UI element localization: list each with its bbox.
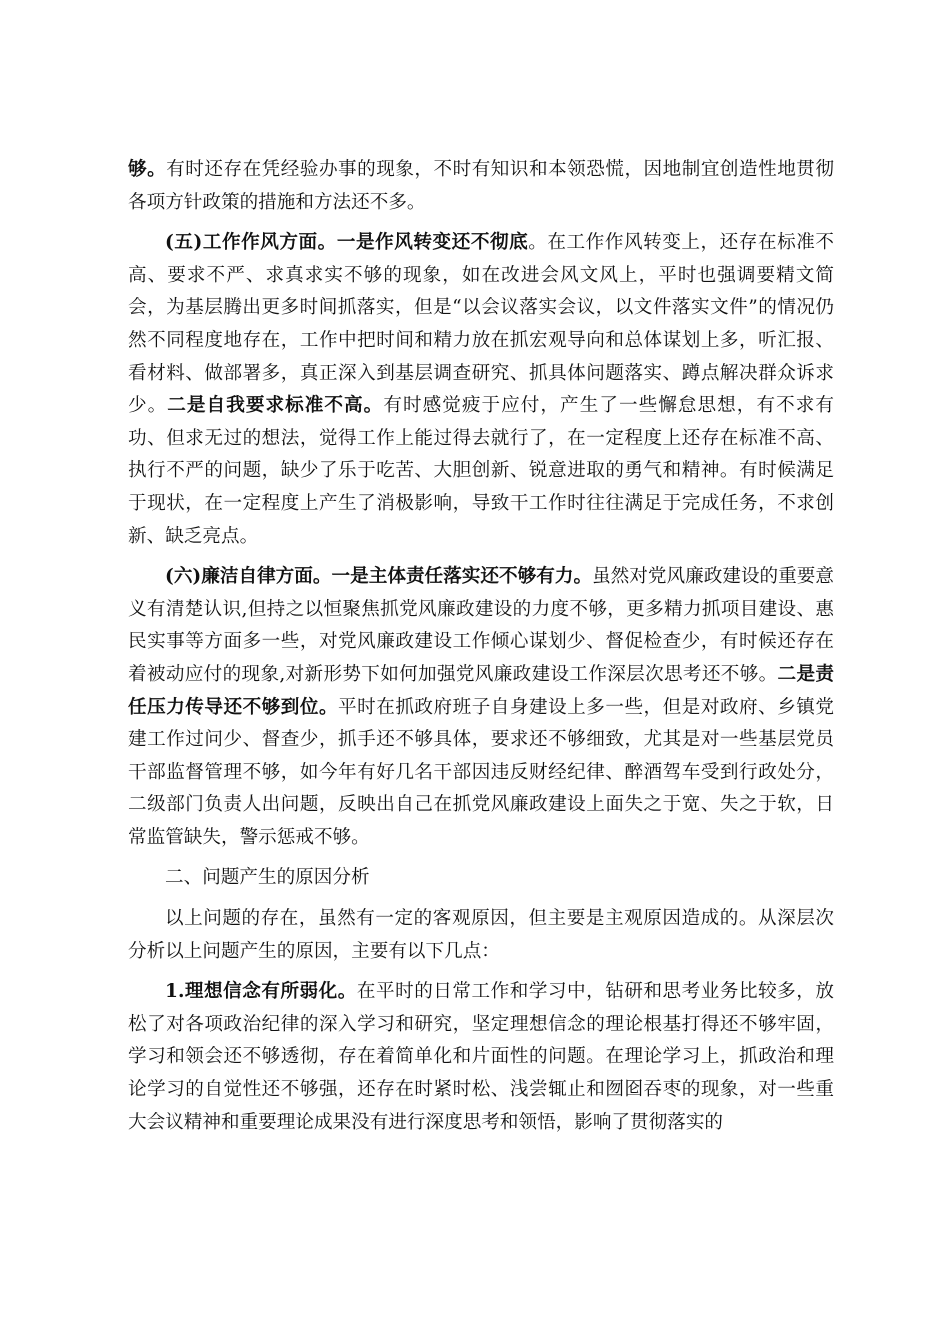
bold-lead: 1.理想信念有所弱化。 [165, 981, 357, 1003]
bold-point: 二是自我要求标准不高。 [167, 395, 384, 417]
paragraph-integrity [128, 561, 834, 854]
paragraph-text: 。在工作作风转变上，还存在标准不高、要求不严、求真求实不够的现象，如在改进会风文风上，平时也强调要精文简会，为基层腾出更多时间抓落实，但是“以会议落实会议，以文件落实文件”的情况仍然不同程度地存在，工作中把时间和精力放在抓宏观导向和总体谋划上多，听汇报、看材料、做部署多，真正深入到基层调查研究、抓具体问题落实、蹲点解决群众诉求少。 [128, 232, 834, 417]
paragraph-ideals [128, 976, 834, 1139]
paragraph-work-style [128, 227, 834, 553]
paragraph-text: 平时在抓政府班子自身建设上多一些，但是对政府、乡镇党建工作过问少、督查少，抓手还不够具体，要求还不够细致，尤其是对一些基层党员干部监督管理不够，如今年有好几名干部因违反财经纪律、醉酒驾车受到行政处分，二级部门负责人出问题，反映出自己在抓党风廉政建设上面失之于宽、失之于软，日常监管缺失，警示惩戒不够。 [128, 696, 834, 848]
paragraph-continuation [128, 154, 834, 219]
paragraph-text: 有时还存在凭经验办事的现象，不时有知识和本领恐慌，因地制宜创造性地贯彻各项方针政策的措施和方法还不多。 [128, 159, 834, 213]
bold-lead: (六)廉洁自律方面。一是主体责任落实还不够有力。 [165, 566, 593, 588]
paragraph-text: 虽然对党风廉政建设的重要意义有清楚认识,但持之以恒聚焦抓党风廉政建设的力度不够，更多精力抓项目建设、惠民实事等方面多一些，对党风廉政建设工作倾心谋划少、督促检查少，有时候还存在着被动应付的现象,对新形势下如何加强党风廉政建设工作深层次思考还不够。 [128, 566, 834, 685]
paragraph-intro: 以上问题的存在，虽然有一定的客观原因，但主要是主观原因造成的。从深层次分析以上问题产生的原因，主要有以下几点： [128, 908, 834, 962]
paragraph-text: 在平时的日常工作和学习中，钻研和思考业务比较多，放松了对各项政治纪律的深入学习和研究，坚定理想信念的理论根基打得还不够牢固，学习和领会还不够透彻，存在着简单化和片面性的问题。在理论学习上，抓政治和理论学习的自觉性还不够强，还存在时紧时松、浅尝辄止和囫囵吞枣的现象，对一些重大会议精神和重要理论成果没有进行深度思考和领悟，影响了贯彻落实的 [128, 981, 834, 1133]
bold-lead: (五)工作作风方面。一是作风转变还不彻底 [165, 232, 529, 254]
bold-point: 二是责任压力传导还不够到位。 [128, 663, 834, 718]
bold-lead: 够。 [128, 159, 167, 180]
section-heading: 二、问题产生的原因分析 [165, 867, 370, 889]
document-body [128, 154, 834, 1147]
paragraph-text: 有时感觉疲于应付，产生了一些懈怠思想，有不求有功、但求无过的想法，觉得工作上能过得去就行了，在一定程度上还存在标准不高、执行不严的问题，缺少了乐于吃苦、大胆创新、锐意进取的勇气和精神。有时候满足于现状，在一定程度上产生了消极影响，导致干工作时往往满足于完成任务，不求创新、缺乏亮点。 [128, 395, 834, 547]
